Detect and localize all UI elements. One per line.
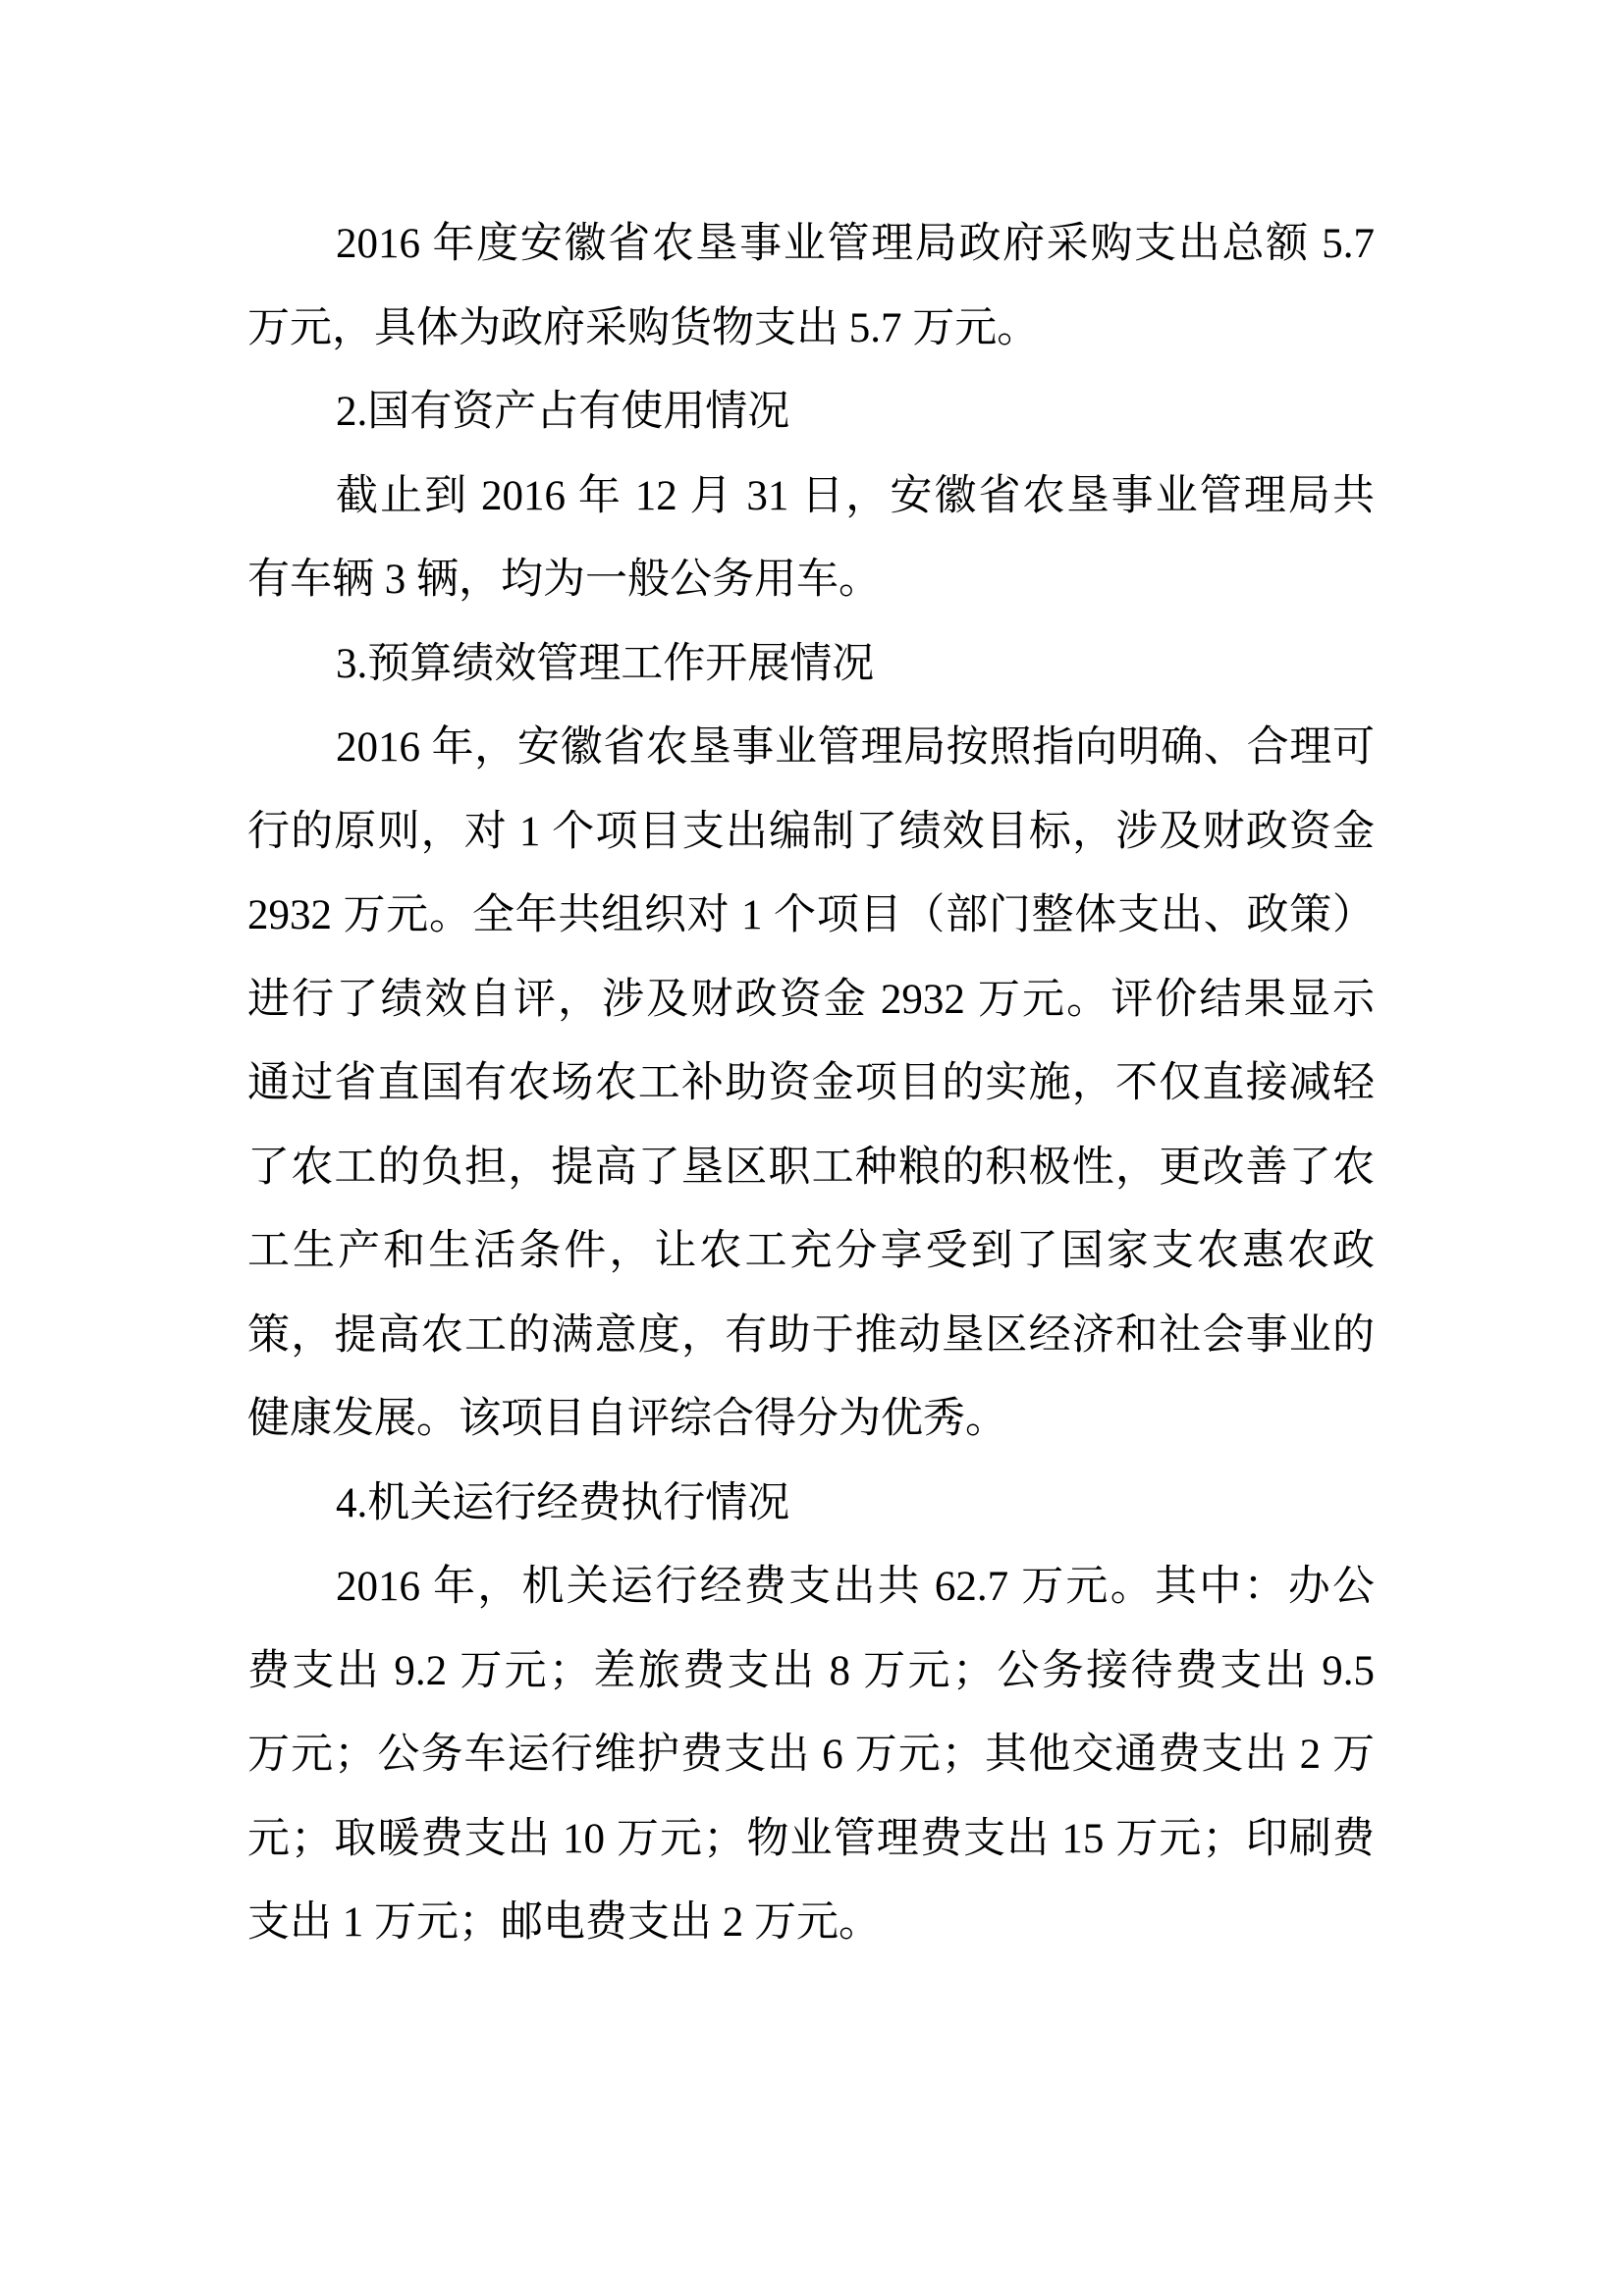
- text-line: 费支出 9.2 万元；差旅费支出 8 万元；公务接待费支出 9.5: [247, 1647, 1375, 1694]
- paragraph: [247, 370, 1375, 454]
- text-line: 策，提高农工的满意度，有助于推动垦区经济和社会事业的: [247, 1311, 1375, 1359]
- paragraph: [247, 622, 1375, 707]
- text-line: 了农工的负担，提高了垦区职工种粮的积极性，更改善了农: [247, 1144, 1375, 1191]
- text-line: 通过省直国有农场农工补助资金项目的实施，不仅直接减轻: [247, 1060, 1375, 1106]
- text-line: 2932 万元。全年共组织对 1 个项目（部门整体支出、政策）: [247, 892, 1375, 938]
- text-line: 健康发展。该项目自评综合得分为优秀。: [247, 1396, 1007, 1442]
- text-line: 2016 年，安徽省农垦事业管理局按照指向明确、合理可: [336, 724, 1375, 771]
- text-line: 4.机关运行经费执行情况: [336, 1479, 790, 1526]
- text-line: 行的原则，对 1 个项目支出编制了绩效目标，涉及财政资金: [247, 808, 1375, 855]
- text-line: 3.预算绩效管理工作开展情况: [336, 640, 875, 687]
- paragraph: [247, 1545, 1375, 1965]
- text-line: 2016 年，机关运行经费支出共 62.7 万元。其中：办公: [336, 1564, 1375, 1610]
- text-line: 有车辆 3 辆，均为一般公务用车。: [247, 557, 881, 603]
- text-line: 截止到 2016 年 12 月 31 日，安徽省农垦事业管理局共: [336, 472, 1375, 519]
- text-line: 支出 1 万元；邮电费支出 2 万元。: [247, 1899, 881, 1946]
- text-line: 元；取暖费支出 10 万元；物业管理费支出 15 万元；印刷费: [247, 1815, 1375, 1862]
- text-line: 工生产和生活条件，让农工充分享受到了国家支农惠农政: [247, 1228, 1375, 1274]
- text-line: 万元；公务车运行维护费支出 6 万元；其他交通费支出 2 万: [247, 1732, 1375, 1778]
- text-line: 万元，具体为政府采购货物支出 5.7 万元。: [247, 304, 1040, 351]
- text-line: 进行了绩效自评，涉及财政资金 2932 万元。评价结果显示: [247, 976, 1375, 1023]
- text-line: 2.国有资产占有使用情况: [336, 389, 790, 435]
- paragraph: [247, 202, 1375, 370]
- text-line: 2016 年度安徽省农垦事业管理局政府采购支出总额 5.7: [336, 221, 1375, 267]
- paragraph: [247, 454, 1375, 622]
- document-content: [247, 202, 1375, 1965]
- paragraph: [247, 1462, 1375, 1546]
- paragraph: [247, 706, 1375, 1462]
